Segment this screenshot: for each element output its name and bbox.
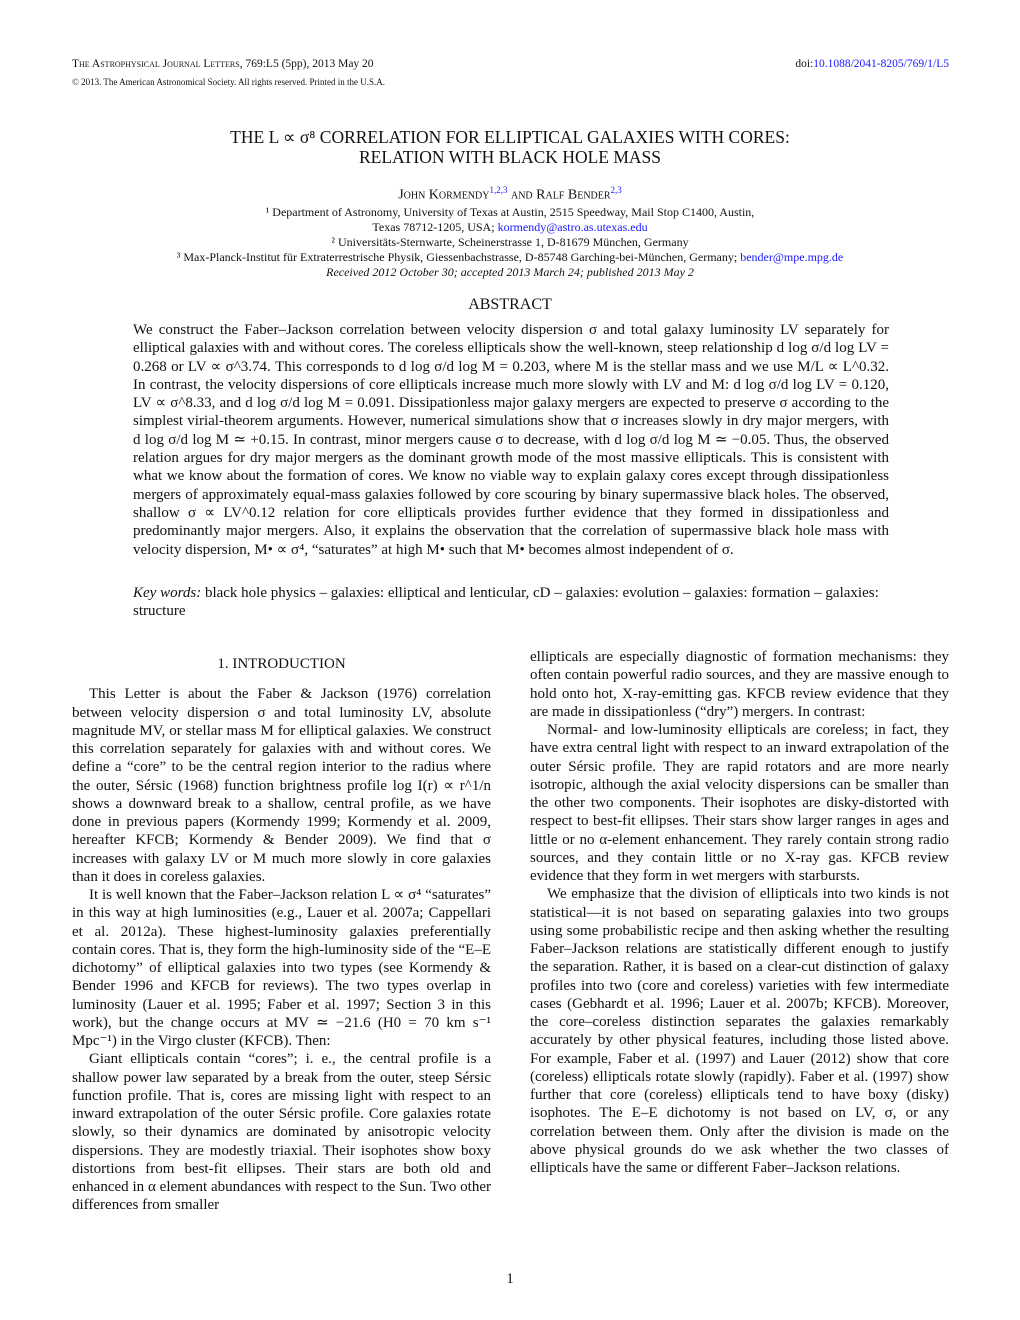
authors-block xyxy=(0,183,1020,280)
journal-header xyxy=(72,58,374,70)
dates: Received 2012 October 30; accepted 2013 March 24; published 2013 May 2 xyxy=(326,264,694,279)
and-text: and xyxy=(510,187,533,203)
right-column xyxy=(530,648,949,1177)
author-2: Ralf Bender xyxy=(536,187,611,203)
doi-label: doi: xyxy=(795,58,814,70)
author-2-affil[interactable]: 2,3 xyxy=(610,185,622,195)
title-line-1: THE L ∝ σ⁸ CORRELATION FOR ELLIPTICAL GALAXIES WITH CORES: xyxy=(230,127,790,147)
email-link-1[interactable]: kormendy@astro.as.utexas.edu xyxy=(497,219,648,234)
keywords xyxy=(133,584,889,621)
doi-link[interactable]: 10.1088/2041-8205/769/1/L5 xyxy=(813,58,949,70)
author-1: John Kormendy xyxy=(398,187,490,203)
doi xyxy=(795,58,949,70)
paragraph: Giant ellipticals contain “cores”; i. e., the central profile is a shallow power law separated by a break from the outer, steep Sérsic function profile. That is, cores are missing light with respect to an inward extrapolation of the outer Sérsic profile. Core galaxies rotate slowly, so their dynamics are dominated by anisotropic velocity dispersions. They are modestly triaxial. Their isophotes show boxy distortions from best-fit ellipses. Their stars are both old and enhanced in α element abundances with respect to the Sun. Two other differences from smaller xyxy=(72,1051,491,1214)
paragraph: ellipticals are especially diagnostic of formation mechanisms: they often contain powerful radio sources, and they are massive enough to hold onto hot, X-ray-emitting gas. KFCB review evidence that they are made in dissipationless (“dry”) mergers. In contrast: xyxy=(530,649,949,720)
title-line-2: RELATION WITH BLACK HOLE MASS xyxy=(358,147,662,167)
abstract-heading: ABSTRACT xyxy=(468,296,552,313)
paragraph: This Letter is about the Faber & Jackson (1976) correlation between velocity dispersion σ and total luminosity LV, absolute magnitude MV, or stellar mass M for elliptical galaxies. We construct this correlation separately for galaxies with and without cores. We define a “core” to be the central region interior to the radius where the outer, Sérsic (1968) function brightness profile log I(r) ∝ r^1/n shows a downward break to a shallow, central profile, as we have done in previous papers (Kormendy 1999; Kormendy et al. 2009, hereafter KFCB; Kormendy & Bender 2009). We find that σ increases with galaxy LV or M much more slowly in core galaxies than it does in coreless galaxies. xyxy=(72,686,491,885)
affiliation-1-cont: Texas 78712-1205, USA; xyxy=(372,219,498,234)
email-link-2[interactable]: bender@mpe.mpg.de xyxy=(740,249,844,264)
keywords-list: black hole physics – galaxies: elliptical and lenticular, cD – galaxies: evolution – galaxies: formation – galaxies: structure xyxy=(133,585,879,620)
journal-name: The Astrophysical Journal Letters xyxy=(72,58,240,70)
paragraph: We emphasize that the division of ellipticals into two kinds is not statistical—it is not based on separating galaxies into two groups using some probabilistic recipe and then asking whether the resulting Faber–Jackson relations are statistically different enough to justify the separation. Rather, it is based on a clear-cut distinction of galaxy profiles into two (core and coreless) varieties with few intermediate cases (Gebhardt et al. 1996; Lauer et al. 2007b; KFCB). Moreover, the core–coreless distinction separates the galaxies remarkably accurately by other physical features, including those listed above. For example, Faber et al. (1997) and Lauer (2012) show that core (coreless) ellipticals rotate slowly (rapidly). Faber et al. (1997) show further that core (coreless) ellipticals tend to have boxy (disky) isophotes. The E–E dichotomy is not based on LV, σ, or any correlation between them. Only after the division is made on the above physical grounds do we ask whether the two classes of ellipticals have the same or different Faber–Jackson relations. xyxy=(530,886,949,1176)
section-heading: 1. INTRODUCTION xyxy=(217,656,346,672)
keywords-label: Key words: xyxy=(133,585,202,601)
affiliation-2: ² Universitäts-Sternwarte, Scheinerstrasse 1, D-81679 München, Germany xyxy=(331,234,689,249)
paragraph: It is well known that the Faber–Jackson relation L ∝ σ⁴ “saturates” in this way at high luminosities (e.g., Lauer et al. 2007a; Cappellari et al. 2012a). These highest-luminosity galaxies preferentially contain cores. That is, they form the high-luminosity side of the “E–E dichotomy” of elliptical galaxies into two types (see Kormendy & Bender 1996 and KFCB for reviews). The two types overlap in luminosity (Lauer et al. 1995; Faber et al. 1997; Section 3 in this work), but the change occurs at MV ≃ −21.6 (H0 = 70 km s⁻¹ Mpc⁻¹) in the Virgo cluster (KFCB). Then: xyxy=(72,887,491,1049)
left-column xyxy=(72,655,491,1215)
paragraph: Normal- and low-luminosity ellipticals are coreless; in fact, they have extra central light with respect to an inward extrapolation of the outer Sérsic profile. They are rapid rotators and are more nearly isotropic, although the axial velocity dispersions can be smaller than the other two components. Their isophotes are disky-distorted with respect to best-fit ellipses. Their stars show larger ranges in ages and little or no α-element enhancement. They rarely contain strong radio sources, and they contain little or no X-ray gas. KFCB review evidence that they form in wet mergers with starbursts. xyxy=(530,722,949,884)
citation: , 769:L5 (5pp), 2013 May 20 xyxy=(239,58,374,70)
copyright: © 2013. The American Astronomical Society. All rights reserved. Printed in the U.S.A. xyxy=(72,77,386,87)
affiliation-1: ¹ Department of Astronomy, University of Texas at Austin, 2515 Speedway, Mail Stop C1400, Austin, xyxy=(265,204,755,219)
affiliation-3: ³ Max-Planck-Institut für Extraterrestrische Physik, Giessenbachstrasse, D-85748 Garching-bei-München, Germany; xyxy=(176,249,741,264)
author-1-affil[interactable]: 1,2,3 xyxy=(489,185,508,195)
page-number: 1 xyxy=(506,1271,514,1287)
abstract-text: We construct the Faber–Jackson correlation between velocity dispersion σ and total galaxy luminosity LV separately for elliptical galaxies with and without cores. The coreless ellipticals show the well-known, steep relationship d log σ/d log LV = 0.268 or LV ∝ σ^3.74. This corresponds to d log σ/d log M = 0.203, where M is the stellar mass and we use M/L ∝ L^0.32. In contrast, the velocity dispersions of core ellipticals increase much more slowly with LV and M: d log σ/d log LV = 0.120, LV ∝ σ^8.33, and d log σ/d log M = 0.091. Dissipationless major galaxy mergers are expected to preserve σ according to the simplest virial-theorem arguments. However, numerical simulations show that σ increases slowly in dry major mergers, with d log σ/d log M ≃ +0.15. In contrast, minor mergers cause σ to decrease, with d log σ/d log M ≃ −0.05. Thus, the observed relation argues for dry major mergers as the dominant growth mode of the most massive ellipticals. This is consistent with what we know about the formation of cores. We know no viable way to explain galaxy cores except through dissipationless mergers of approximately equal-mass galaxies followed by core scouring by binary supermassive black holes. The observed, shallow σ ∝ LV^0.12 relation for core ellipticals provides further evidence that they formed in dissipationless and predominantly major mergers. Also, it explains the observation that the correlation of supermassive black hole mass with velocity dispersion, M• ∝ σ⁴, “saturates” at high M• such that M• becomes almost independent of σ. xyxy=(133,322,889,558)
paper-title xyxy=(0,127,1020,167)
